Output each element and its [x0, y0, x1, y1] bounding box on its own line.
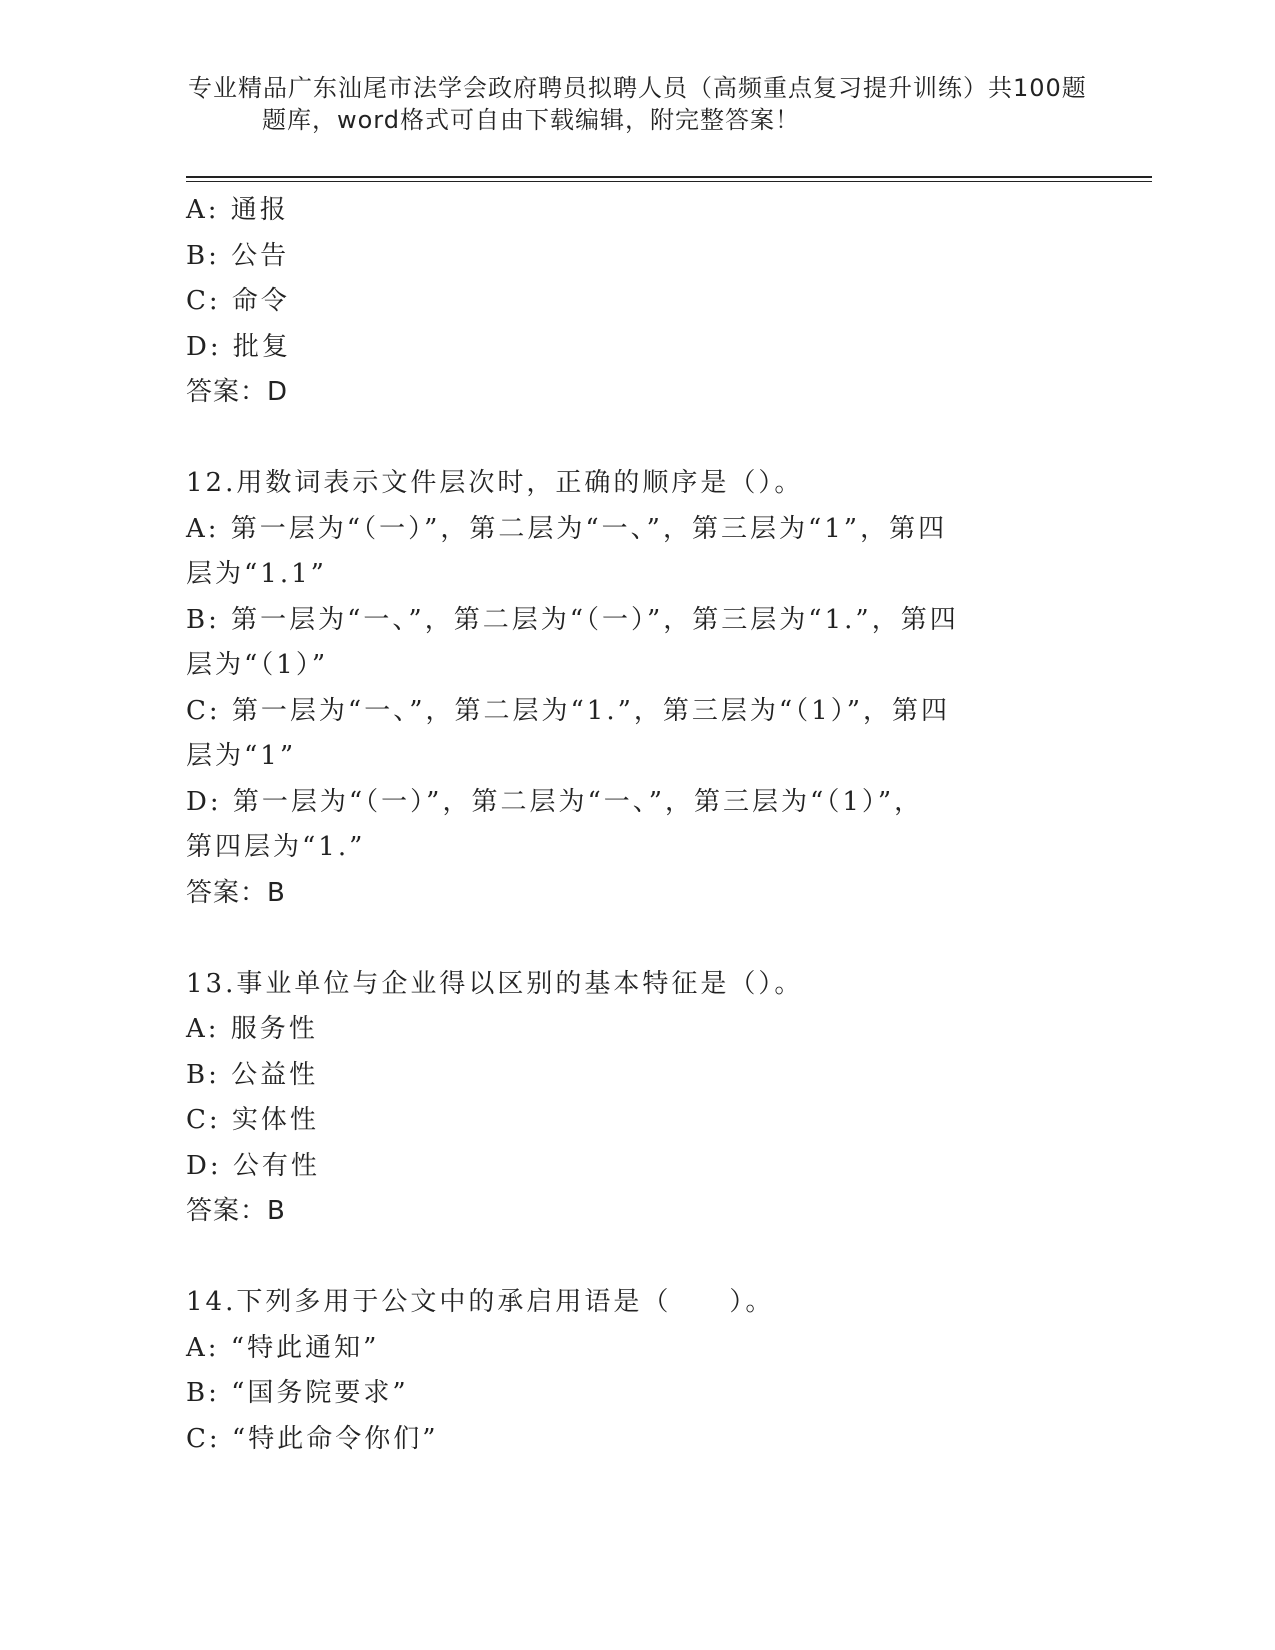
option-b: B: 第一层为“一、”，第二层为“（一）”，第三层为“1.”，第四	[186, 604, 959, 635]
option-b-continued: 层为“（1）”	[186, 650, 329, 680]
document-body	[186, 188, 1086, 1462]
option-d: D: 公有性	[186, 1150, 320, 1181]
question-14-block	[186, 1280, 1086, 1462]
option-c: C: 第一层为“一、”，第二层为“1.”，第三层为“（1）”，第四	[186, 695, 951, 726]
option-a-continued: 层为“1.1”	[186, 559, 327, 589]
answer-line: 答案：D	[186, 377, 289, 407]
spacer	[186, 916, 1086, 962]
spacer	[186, 416, 1086, 462]
header-title-line-2: 题库，word格式可自由下载编辑，附完整答案！	[262, 106, 800, 134]
question-stem: 12.用数词表示文件层次时，正确的顺序是（）。	[186, 468, 804, 498]
option-d: D: 第一层为“（一）”，第二层为“一、”，第三层为“（1）”，	[186, 786, 924, 817]
option-a: A: 第一层为“（一）”，第二层为“一、”，第三层为“1”，第四	[186, 513, 948, 544]
spacer	[186, 1235, 1086, 1281]
header-divider-thick	[186, 176, 1152, 178]
question-12-block	[186, 461, 1086, 916]
option-c: C: “特此命令你们”	[186, 1423, 439, 1454]
option-b: B: “国务院要求”	[186, 1378, 409, 1408]
header-title-line-1: 专业精品广东汕尾市法学会政府聘员拟聘人员（高频重点复习提升训练）共100题	[188, 74, 1087, 102]
option-b: B: 公益性	[186, 1059, 319, 1090]
option-c-continued: 层为“1”	[186, 741, 297, 771]
question-stem: 14.下列多用于公文中的承启用语是（ ）。	[186, 1287, 775, 1317]
option-a: A: “特此通知”	[186, 1332, 380, 1363]
option-d: D: 批复	[186, 331, 291, 362]
question-11-block	[186, 188, 1086, 416]
answer-line: 答案：B	[186, 877, 286, 908]
document-header	[0, 72, 1275, 136]
option-a: A: 服务性	[186, 1014, 318, 1044]
question-stem: 13.事业单位与企业得以区别的基本特征是（）。	[186, 968, 804, 999]
option-c: C: 实体性	[186, 1105, 319, 1135]
header-divider-thin	[186, 181, 1152, 182]
question-13-block	[186, 962, 1086, 1235]
option-c: C: 命令	[186, 286, 290, 316]
option-d-continued: 第四层为“1.”	[186, 832, 366, 862]
answer-line: 答案：B	[186, 1196, 286, 1226]
option-b: B: 公告	[186, 240, 290, 271]
option-a: A: 通报	[186, 195, 289, 225]
